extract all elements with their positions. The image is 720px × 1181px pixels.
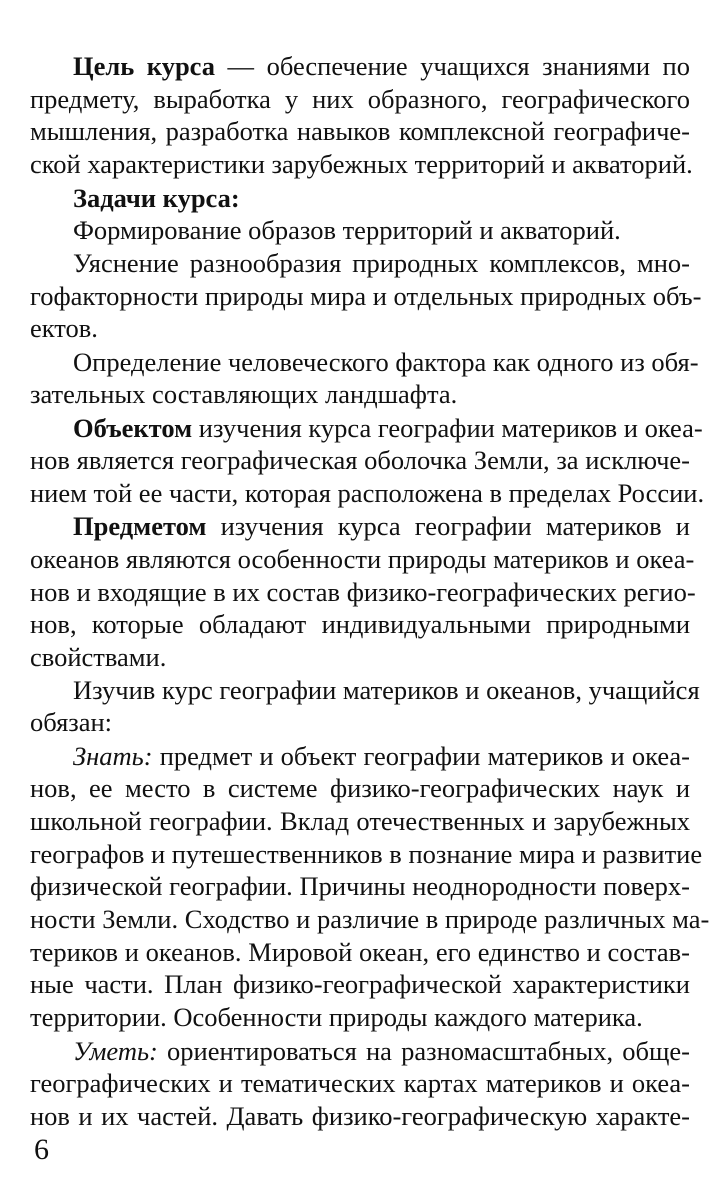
text-line: обязан: (30, 707, 113, 737)
text-line: ные части. План физико-географической характеристики (30, 969, 690, 999)
text-line: нов и их частей. Давать физико-географическую характе- (30, 1101, 690, 1131)
text-line: предмету, выработка у них образного, географического (30, 84, 690, 114)
text-line: школьной географии. Вклад отечественных и зарубежных (30, 806, 690, 836)
text-line: нов является географическая оболочка Земли, за исключе- (30, 445, 690, 475)
text-line: географических и тематических картах материков и океа- (30, 1068, 690, 1098)
text-line: териков и океанов. Мировой океан, его единство и состав- (30, 937, 690, 967)
text-line: Определение человеческого фактора как одного из обя- (73, 347, 699, 377)
text-line: Уметь: ориентироваться на разномасштабных, обще- (73, 1036, 690, 1066)
page-number: 6 (34, 1133, 49, 1166)
text-line: свойствами. (30, 642, 167, 672)
text-line: Знать: предмет и объект географии материков и океа- (73, 741, 690, 771)
text-line: ности Земли. Сходство и различие в природе различных ма- (30, 904, 710, 934)
text-line: Уяснение разнообразия природных комплексов, мно- (73, 248, 690, 278)
text-line: ектов. (30, 313, 98, 343)
text-line: нов, ее место в системе физико-географических наук и (30, 773, 690, 803)
text-line: территории. Особенности природы каждого материка. (30, 1002, 643, 1032)
text-line: океанов являются особенности природы материков и океа- (30, 544, 695, 574)
text-line: географов и путешественников в познание мира и развитие (30, 839, 703, 869)
text-line: Изучив курс географии материков и океанов, учащийся (73, 675, 700, 705)
section-heading: Задачи курса: (73, 183, 240, 213)
text-line: физической географии. Причины неоднородности поверх- (30, 871, 690, 901)
text-line: мышления, разработка навыков комплексной географиче- (30, 116, 690, 146)
text-line: ской характеристики зарубежных территорий и акваторий. (30, 149, 693, 179)
text-line: нов и входящие в их состав физико-географических регио- (30, 577, 696, 607)
text-line: зательных составляющих ландшафта. (30, 379, 458, 409)
text-line: Объектом изучения курса географии материков и океа- (73, 413, 703, 443)
text-line: Формирование образов территорий и акваторий. (73, 215, 621, 245)
text-line: гофакторности природы мира и отдельных природных объ- (30, 281, 702, 311)
text-line: Цель курса — обеспечение учащихся знаниями по (73, 51, 690, 81)
text-line: Предметом изучения курса географии материков и (73, 511, 690, 541)
text-line: нием той ее части, которая расположена в пределах России. (30, 478, 705, 508)
text-line: нов, которые обладают индивидуальными природными (30, 609, 690, 639)
